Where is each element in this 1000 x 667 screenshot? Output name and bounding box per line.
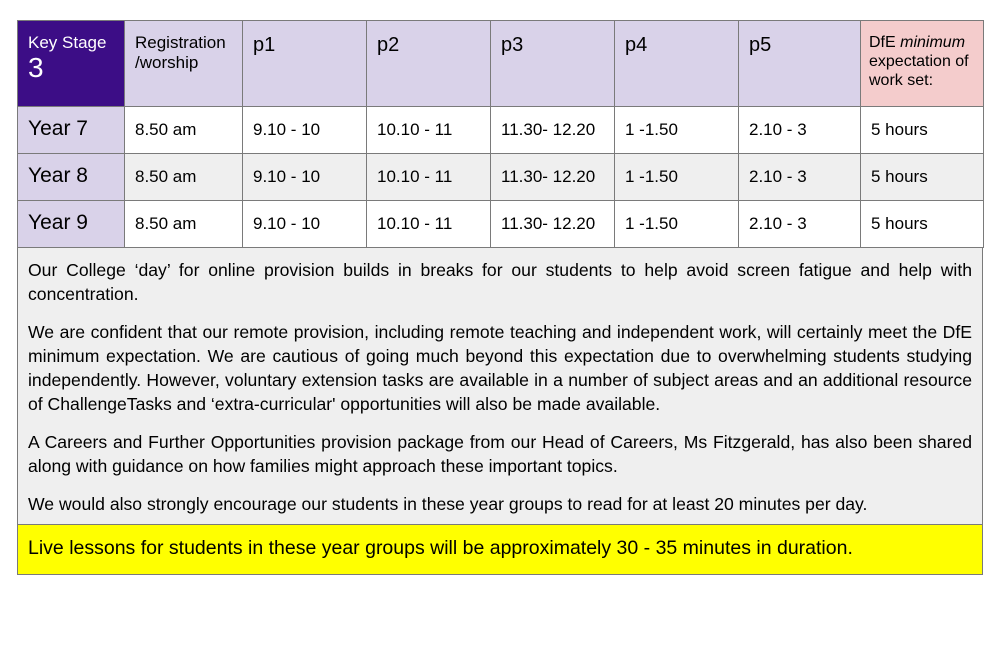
header-p1: p1 [243,21,367,107]
header-registration: Registration /worship [125,21,243,107]
info-paragraph: We are confident that our remote provision, including remote teaching and independent work, will certainly meet the DfE minimum expectation. We are cautious of going much beyond this expectation due to overwhelming students studying independently. However, voluntary extension tasks are available in a number of subject areas and an additional resource of ChallengeTasks and ‘extra-curricular' opportunities will also be made available. [28,322,972,414]
header-p4: p4 [615,21,739,107]
info-panel [17,248,983,525]
cell-p4: 1 -1.50 [615,201,739,248]
cell-p1: 9.10 - 10 [243,154,367,201]
timetable-document [17,20,983,575]
cell-dfe: 5 hours [861,107,984,154]
cell-p5: 2.10 - 3 [739,154,861,201]
key-stage-label: Key Stage [28,33,107,52]
cell-p2: 10.10 - 11 [367,201,491,248]
year-label: Year 8 [18,154,125,201]
cell-p1: 9.10 - 10 [243,201,367,248]
cell-p2: 10.10 - 11 [367,154,491,201]
info-paragraph: Our College ‘day’ for online provision builds in breaks for our students to help avoid screen fatigue and help with concentration. [28,260,972,304]
info-paragraph: A Careers and Further Opportunities provision package from our Head of Careers, Ms Fitzgerald, has also been shared along with guidance on how families might approach these important topics. [28,432,972,476]
cell-p5: 2.10 - 3 [739,107,861,154]
dfe-emphasis: minimum [900,34,966,51]
live-lessons-note: Live lessons for students in these year groups will be approximately 30 - 35 minutes in duration. [17,525,983,575]
cell-registration: 8.50 am [125,201,243,248]
header-p2: p2 [367,21,491,107]
cell-registration: 8.50 am [125,154,243,201]
cell-dfe: 5 hours [861,201,984,248]
dfe-prefix: DfE [869,34,901,51]
dfe-suffix: expectation of work set: [869,53,969,89]
header-p3: p3 [491,21,615,107]
cell-p3: 11.30- 12.20 [491,107,615,154]
cell-p5: 2.10 - 3 [739,201,861,248]
cell-p2: 10.10 - 11 [367,107,491,154]
cell-p1: 9.10 - 10 [243,107,367,154]
info-paragraph: We would also strongly encourage our students in these year groups to read for at least 20 minutes per day. [28,494,868,514]
cell-p4: 1 -1.50 [615,107,739,154]
cell-registration: 8.50 am [125,107,243,154]
cell-p3: 11.30- 12.20 [491,154,615,201]
header-p5: p5 [739,21,861,107]
table-row [18,201,984,248]
cell-p3: 11.30- 12.20 [491,201,615,248]
key-stage-number: 3 [28,52,44,83]
header-dfe-expectation [861,21,984,107]
cell-p4: 1 -1.50 [615,154,739,201]
year-label: Year 9 [18,201,125,248]
table-row [18,154,984,201]
header-row [18,21,984,107]
timetable [17,20,984,248]
table-row [18,107,984,154]
cell-dfe: 5 hours [861,154,984,201]
key-stage-cell [18,21,125,107]
year-label: Year 7 [18,107,125,154]
